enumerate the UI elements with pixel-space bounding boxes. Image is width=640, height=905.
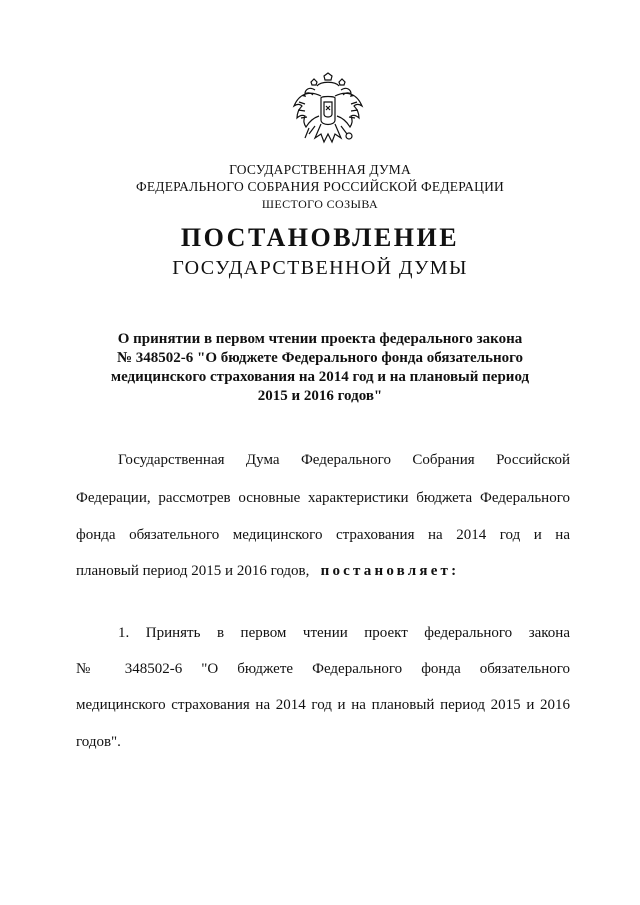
- preamble-line: фонда обязательного медицинского страхования на 2014 год и на: [76, 527, 570, 543]
- clause-line: годов".: [76, 734, 121, 750]
- header-convocation-line: ШЕСТОГО СОЗЫВА: [261, 197, 379, 211]
- subject-line: № 348502-6 "О бюджете Федерального фонда обязательного: [116, 350, 524, 366]
- clause-line: 1. Принять в первом чтении проект федерального закона: [118, 625, 570, 641]
- clause-line: медицинского страхования на 2014 год и на плановый период 2015 и 2016: [76, 697, 570, 713]
- document-type-title: ПОСТАНОВЛЕНИЕ: [180, 223, 460, 252]
- preamble-line: [76, 563, 570, 580]
- subject-line: медицинского страхования на 2014 год и на плановый период: [110, 369, 530, 385]
- subject-line: 2015 и 2016 годов": [257, 388, 383, 404]
- double-headed-eagle-icon: [291, 72, 365, 154]
- document-issuer-subtitle: ГОСУДАРСТВЕННОЙ ДУМЫ: [172, 257, 468, 279]
- preamble-line: Федерации, рассмотрев основные характеристики бюджета Федерального: [76, 490, 570, 506]
- subject-line: О принятии в первом чтении проекта федерального закона: [117, 331, 523, 347]
- header-org-line: ГОСУДАРСТВЕННАЯ ДУМА: [229, 162, 411, 177]
- resolves-verb: постановляет:: [320, 563, 460, 579]
- preamble-line: Государственная Дума Федерального Собрания Российской: [118, 452, 570, 468]
- preamble-text: плановый период 2015 и 2016 годов,: [76, 563, 310, 579]
- header-assembly-line: ФЕДЕРАЛЬНОГО СОБРАНИЯ РОССИЙСКОЙ ФЕДЕРАЦИИ: [136, 179, 504, 194]
- clause-line: № 348502-6 "О бюджете Федерального фонда обязательного: [76, 661, 570, 677]
